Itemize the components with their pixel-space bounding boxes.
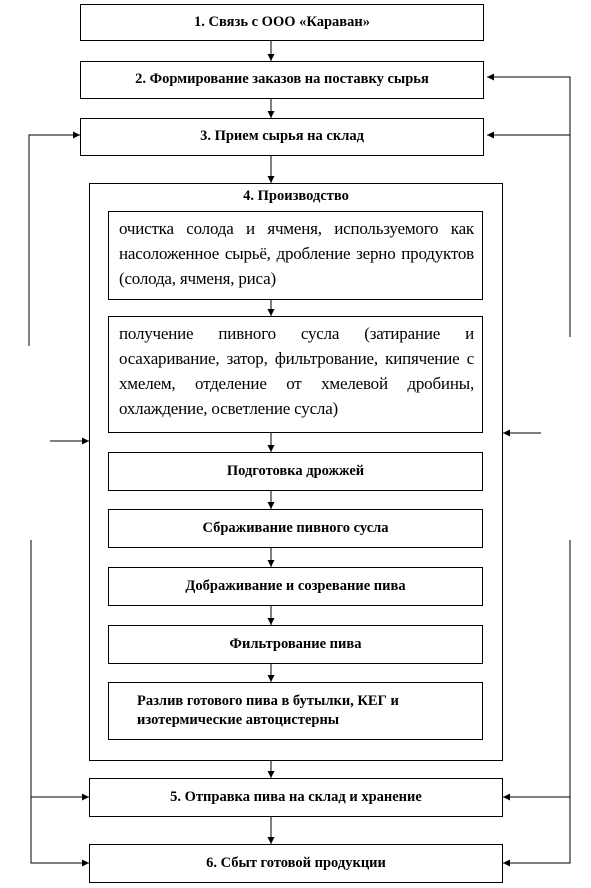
- production-step-fermentation: [108, 509, 483, 548]
- production-step-filtering-text: Фильтрование пива: [229, 635, 362, 652]
- production-step-maturation-text: Дображивание и созревание пива: [185, 577, 406, 594]
- step-3-box: [80, 118, 484, 156]
- step-5-label: 5. Отправка пива на склад и хранение: [170, 788, 422, 805]
- production-step-bottling: [108, 682, 483, 740]
- step-2-label: 2. Формирование заказов на поставку сырья: [135, 71, 429, 88]
- right-lower-loop-line: [503, 540, 570, 863]
- production-step-yeast: [108, 452, 483, 491]
- production-step-bottling-line2: изотермические автоцистерны: [137, 712, 340, 728]
- step-6-box: [89, 844, 503, 883]
- production-step-fermentation-text: Сбраживание пивного сусла: [202, 519, 389, 536]
- production-step-yeast-text: Подготовка дрожжей: [226, 462, 365, 479]
- production-step-maturation: [108, 567, 483, 606]
- step-3-label: 3. Прием сырья на склад: [200, 128, 364, 145]
- production-step-wort-text: получение пивного сусла (затирание и осахаривание, затор, фильтрование, кипячение с хмелем, отделение от хмелевой дробины, охлаждение, осветление сусла): [119, 324, 474, 418]
- production-step-cleaning-text: очистка солода и ячменя, используемого как насоложенное сырьё, дробление зерно продуктов (солода, ячменя, риса): [119, 219, 474, 288]
- step-5-box: [89, 778, 503, 817]
- production-step-filtering: [108, 625, 483, 664]
- left-loop-line: [29, 135, 80, 346]
- step-1-box: [80, 4, 484, 41]
- production-step-cleaning: [108, 211, 483, 300]
- step-6-label: 6. Сбыт готовой продукции: [206, 854, 386, 871]
- step-2-box: [80, 61, 484, 99]
- production-step-bottling-line1: Разлив готового пива в бутылки, КЕГ и: [137, 693, 399, 710]
- production-title: 4. Производство: [243, 188, 349, 204]
- step-1-label: 1. Связь с ООО «Караван»: [194, 13, 370, 30]
- left-lower-loop-line: [31, 540, 89, 863]
- production-step-wort: [108, 316, 483, 433]
